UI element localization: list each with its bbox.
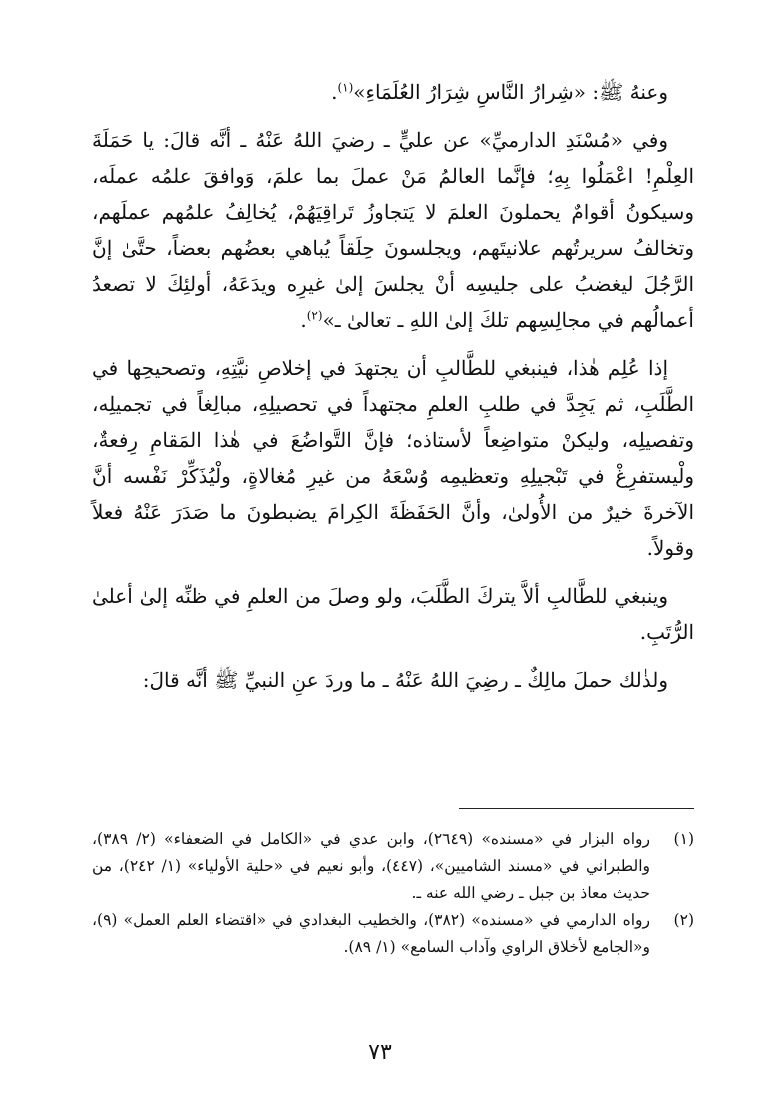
footnotes-section [92,826,694,961]
paragraph-keep-seeking [92,578,694,650]
paragraph-end-punct: . [331,80,338,104]
footnote-number: (٢) [673,911,694,929]
paragraph-malik [92,662,694,698]
footnote-separator [459,808,694,809]
paragraph-text: وينبغي للطَّالبِ ألاَّ يتركَ الطَّلَبَ، ولو وصلَ من العلمِ في ظنِّه إلىٰ أعلىٰ الرُّتَبِ. [92,584,694,644]
paragraph-text: إذا عُلِم هٰذا، فينبغي للطَّالبِ أن يجتهدَ في إخلاصِ نيَّتِهِ، وتصحيحِها في الطَّلَبِ، ثم يَجِدَّ في طلبِ العلمِ مجتهداً في تحصيلِهِ، مبالِغاً في تجميلِه، وتفصيلِه، وليكنْ متواضِعاً لأستاذه؛ فإنَّ التَّواضُعَ في هٰذا المَقامِ رِفعةٌ، ولْيستفرِغْ في تَبْجيلِهِ وتعظيمِه وُسْعَهُ من غيرِ مُغالاةٍ، ولْيُذَكِّرْ نَفْسه أنَّ الآخرةَ خيرٌ من الأُولىٰ، وأنَّ الحَفَظَةَ الكِرامَ يضبطونَ ما صَدَرَ عَنْهُ فعلاً وقولاً. [92,356,694,560]
footnote-1 [92,826,694,907]
paragraph-text: وفي «مُسْنَدِ الدارميِّ» عن عليٍّ ـ رضيَ اللهُ عَنْهُ ـ أنَّه قالَ: يا حَمَلَةَ العِلْمِ! اعْمَلُوا بِهِ؛ فإنَّما العالمُ مَنْ عملَ بما علمَ، وَوافقَ علمُه عملَه، وسيكونُ أقوامٌ يحملونَ العلمَ لا يَتجاوزُ تَراقِيَهُمْ، يُخالِفُ علمُهم عملَهم، وتخالفُ سريرتُهم علانيتَهم، ويجلسونَ حِلَقاً يُباهي بعضُهم بعضاً، حتَّىٰ إنَّ الرَّجُلَ ليغضبُ على جليسِه أنْ يجلسَ إلىٰ غيرِه ويدَعَهُ، أولئِكَ لا تصعدُ أعمالُهم في مجالِسِهم تلكَ إلىٰ اللهِ ـ تعالىٰ ـ» [92,128,694,332]
footnote-reference[interactable]: (١) [337,80,354,95]
paragraph-end-punct: . [300,308,307,332]
paragraph-text: ولذٰلك حملَ مالِكٌ ـ رضِيَ اللهُ عَنْهُ ـ ما وردَ عنِ النبيِّ ﷺ أنَّه قالَ: [142,668,668,692]
footnote-number: (١) [673,830,694,848]
page-number: ٧٣ [368,1040,392,1065]
footnote-text: رواه البزار في «مسنده» (٢٦٤٩)، وابن عدي في «الكامل في الضعفاء» (٢/ ٣٨٩)، والطبراني في «مسند الشاميين»، (٤٤٧)، وأبو نعيم في «حلية الأولياء» (١/ ٢٤٢)، من حديث معاذ بن جبل ـ رضي الله عنه ـ. [92,830,651,902]
paragraph-hadith-1 [92,74,694,110]
footnote-2 [92,907,694,961]
paragraph-darimi [92,122,694,338]
main-text [92,74,694,710]
paragraph-student-intention [92,350,694,566]
paragraph-text: وعنهُ ﷺ: «شِرارُ النَّاسِ شِرَارُ العُلَمَاءِ» [353,80,668,104]
footnote-text: رواه الدارمي في «مسنده» (٣٨٢)، والخطيب البغدادي في «اقتضاء العلم العمل» (٩)، و«الجامع لأخلاق الراوي وآداب السامع» (١/ ٨٩). [92,911,650,956]
footnote-reference[interactable]: (٢) [306,308,323,323]
